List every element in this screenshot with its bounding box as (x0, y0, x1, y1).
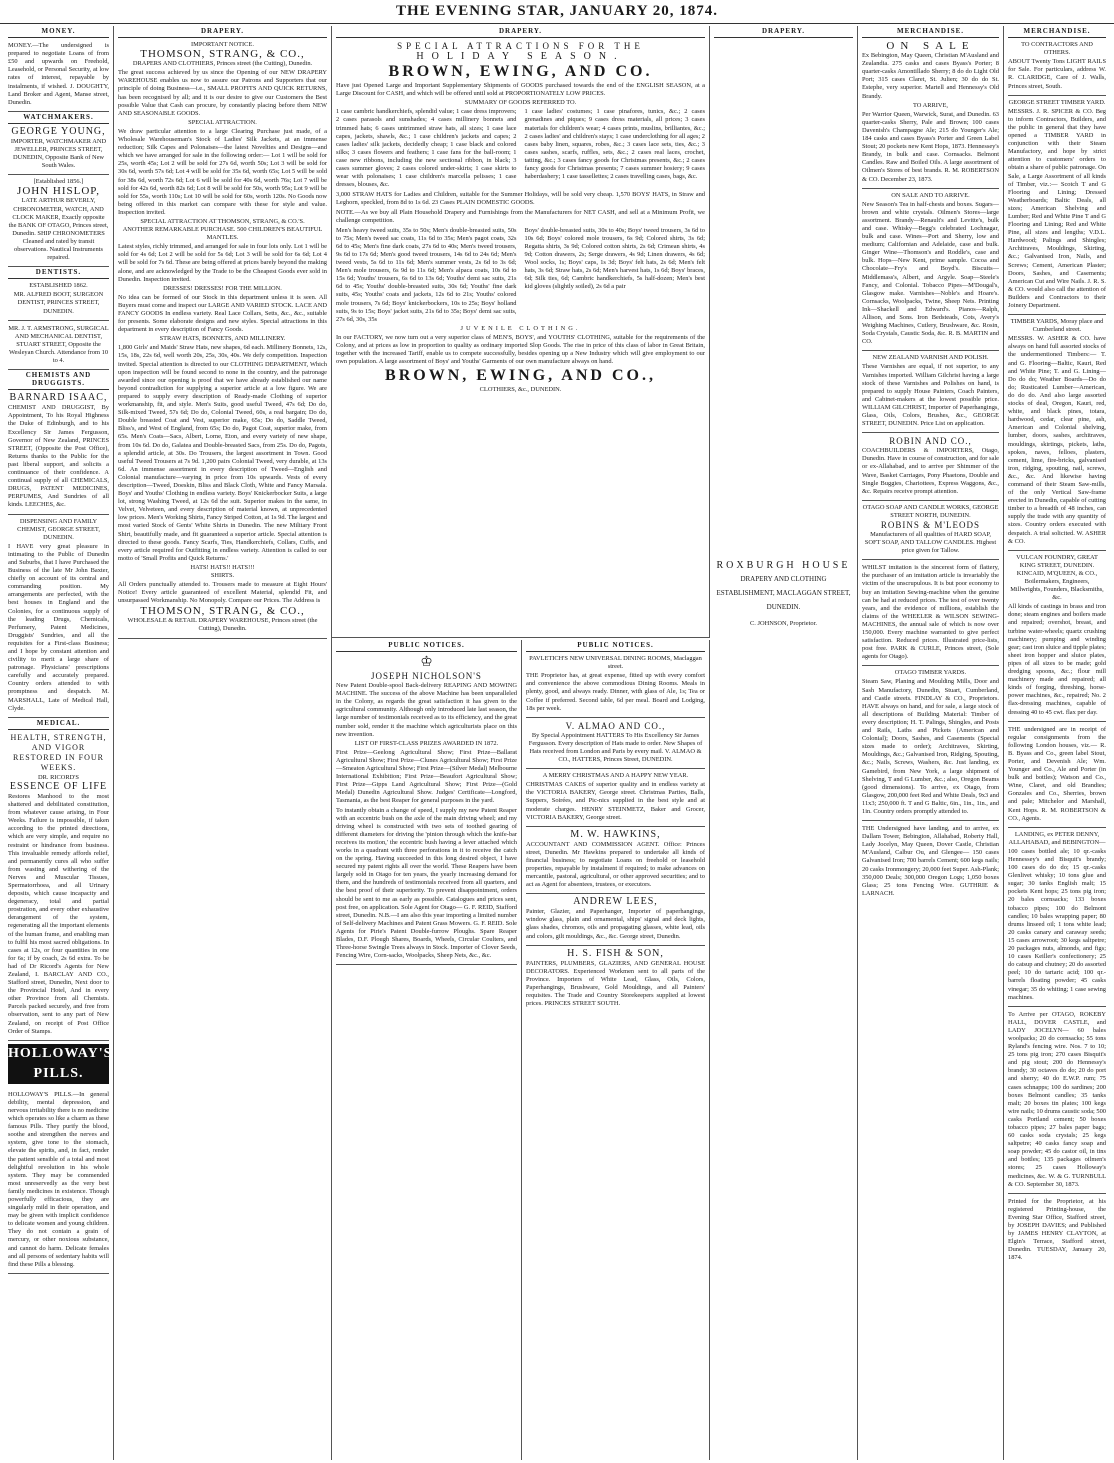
advert-timber-yards (862, 666, 999, 821)
advert-note: ESTABLISHED 1862. (29, 282, 88, 290)
clothing-list-left: Men's heavy tweed suits, 35s to 50s; Men's double-breasted suits, 50s to 75s; Men's tweed sac coats, 11s 6d to 35s; Men's pagot coats, 32s 6d to 45s; Men's fine dark coats, 27s 6d to 40s; Men's tweed trousers, 9s 6d to 17s 6d; Men's good tweed trousers, 14s 6d to 24s 6d; Men's tweed vests, 5s 6d to 11s 6d; Men's summer vests, 2s 6d to 3s 6d; Men's mole trousers, 6s 9d to 11s 6d; Men's alpaca coats, 10s 6d to 15s 6d; Youths' trousers, 6s 6d to 13s 6d; Youths' demi sac suits, 21s 6d to 45s; Youths' double-breasted suits, 30s 6d; Youths' fine dark suits, 45s; Youths' coats and jackets, 12s 6d to 21s; Youths' colored mole trousers, 7s 6d; Boys' knickerbockers, 10s to 25s; Boys' holland suits, 9s to 15s; Boys' jacket suits, 21s 6d to 35s; Boys' demi sac suits, 27s 6d, 30s, 35s (336, 226, 517, 323)
advert-text: The great success achieved by us since the Opening of our NEW DRAPERY WAREHOUSE enables us now to assure our Patrons and Supporters that our principle of doing Business—i.e., SMALL PROFITS AND QUICK RETURNS, has been recognised by all; and it is our desire to give our Customers the Best possible Value that Cash can procure, by constantly placing before them NEW AND SEASONABLE GOODS. (118, 69, 327, 117)
advert-heading: JUVENILE CLOTHING. (460, 324, 581, 332)
advert-heading: OTAGO SOAP AND CANDLE WORKS, GEORGE STREET NORTH, DUNEDIN. (862, 503, 999, 519)
advert-text: MONEY.—The undersigned is prepared to negotiate Loans of from £50 and upwards on Freehold, Leasehold, or Personal Security, at low rates of interest, repayable by instalments, if wished. J. DOUGHTY, Land Broker and Agent, Manse street, Dunedin. (8, 42, 109, 106)
advert-soap-works (862, 501, 999, 560)
advert-asher (1008, 315, 1106, 551)
advert-title: ANDREW LEES, (573, 896, 658, 908)
advert-subtitle: CLOTHIERS, &c., DUNEDIN. (479, 386, 562, 394)
advert-text: New Patent Double-spool Back-delivery REAPING AND MOWING MACHINE. The success of the above Machine has been unparalleled in the Colony, as regards the great satisfaction it has given to the agricultural community. Although only introduced late last season, the large number of testimonials received as to its efficiency, and the great number sold, render it the machine which agriculturists place on this new invention. (336, 682, 517, 738)
advert-title: THOMSON, STRANG, & CO., (140, 605, 305, 618)
advert-heading: SHIRTS. (210, 572, 235, 579)
advert-heading: SUMMARY OF GOODS REFERRED TO. (464, 99, 577, 107)
advert-heading: NEW ZEALAND VARNISH AND POLISH. (872, 354, 989, 362)
advert-turnbull (1008, 1007, 1106, 1194)
advert-roxburgh (714, 558, 853, 632)
section-heading: WATCHMAKERS. (8, 112, 109, 124)
advert-martin (862, 189, 999, 352)
advert-text: All kinds of castings in brass and iron done; steam engines and boilers made and repaired; overshot, breast, and turbine water-wheels; quartz crushing machinery; pumping and winding gear; cast iron sluice and tipple plates; sheet iron hopper and sluice plates, pipes of all sizes to be made; gold dredging spoons, &c.; flour mill machinery made and repaired; all kinds of forging, threshing, horse-power machines, &c., repaired; No. 2 flax-dressing machines, capable of dressing 40 to 45 cwt. flax per day. (1008, 603, 1106, 716)
advert-title: ON SALE (886, 40, 975, 53)
advert-thomson-strang (118, 38, 327, 638)
advert-title: HEALTH, STRENGTH, AND VIGOR RESTORED IN FOUR WEEKS. (10, 732, 107, 772)
advert-title: BROWN, EWING, AND CO., (385, 367, 656, 385)
section-heading: CHEMISTS AND DRUGGISTS. (8, 370, 109, 390)
advert-heading: VULCAN FOUNDRY, GREAT KING STREET, DUNEDIN. (1016, 553, 1098, 569)
section-heading: MERCHANDISE. (1008, 26, 1106, 38)
advert-text: THE Proprietor has, at great expense, fitted up with every comfort and convenience the above commodious Dining Rooms. Meals in plenty, good, and always ready. Dinner, with glass of Ale, 1s; Tea or Coffee if preferred. Second table, 6d per meal. Board and Lodging, 18s per week. (526, 672, 705, 712)
imprint-text: Printed for the Proprietor, at his registered Printing-house, the Evening Star Office, Stafford street, by JOSEPH DAVIES; and Published by JAMES HENRY CLAYTON, at Elgin's Terrace, Stafford street, Dunedin. TUESDAY, January 20, 1874. (1008, 1197, 1106, 1262)
advert-text: MESSRS. W. ASHER & CO. have always on hand full assorted stocks of the undermentioned Timbers:— T. and G. Flooring—Baltic, Kauri, Red and White Pine; T. and G. Lining—Do do do; Weather Boards—Do do do; Rusticated Lumber—American, do do do. And also large assorted stocks of deal, Oregon, Kauri, red, white, and black pines, totara, hardwood, cedar, clear pine, ash, American and Colonial shelving, lumber, doors, sashes, architraves, mouldings, skirtings, pickets, laths, spokes, naves, felloes, plasters, cement, lime, fire-bricks, galvanised iron, ridging, spouting, nail, screws, &c., &c. And likewise having command of their Steam Saw-mills, of the only Vertical Saw-frame erected in Dunedin, capable of cutting timber to a breadth of 48 inches, can supply the trade with any quantity of sizes. Country orders executed with despatch. A trial solicited. W. ASHER & CO. (1008, 335, 1106, 545)
advert-victoria-bakery (526, 769, 705, 827)
advert-text: We draw particular attention to a large Clearing Purchase just made, of a Wholesale Warehouseman's Stock of Ladies' Silk Jackets, at an immense reduction; Silk Capes and Polonaises—the latest Novelties and Designs—and which we have arranged for sale in the following order:— Lot 1 will be sold for 25s, worth 45s; Lot 2 will be sold for 27s 6d, worth 50s; Lot 3 will be sold for 30s 6d, worth 57s 6d; Lot 4 will be sold for 35s 6d, worth 65s; Lot 5 will be sold for 38s 6d, worth 72s 6d; Lot 6 will be sold for 40s 6d, worth 76s; Lot 7 will be sold for 42s 6d, worth 82s 6d; Lot 8 will be sold for 50s, worth 95s; Lot 9 will be sold for 55s, worth 110s; Lot 10 will be sold for 60s, worth 120s. No Goods now being offered in this market can compare with these for style and value. Inspection invited. (118, 127, 327, 216)
advert-john-hislop (8, 175, 109, 267)
section-heading: PUBLIC NOTICES. (526, 640, 705, 652)
advert-heading: DRESSES! DRESSES! FOR THE MILLION. (163, 284, 282, 292)
advert-heading: TIMBER YARDS, Moray place and Cumberland street. (1010, 318, 1104, 334)
advert-text: Manufacturers of all qualities of HARD SOAP, SOFT SOAP, AND TALLOW CANDLES. Highest price given for Tallow. (864, 530, 997, 555)
column-spacer (714, 38, 853, 558)
advert-text: First Prize—Geelong Agricultural Show; First Prize—Ballarat Agricultural Show; First Prize—Clunes Agricultural Show; First Prize—Smeaton Agricultural Show; First Prize—(Silver Medal) Melbourne International Exhibition; First Prize—Beaufort Agricultural Show; First Prize—Gipps Land Agricultural Show; First Prize—(Gold Medal) Dunedin Agricultural Show. Judges' Certificate—Longford, Tasmania, as the best Reaper for general purposes in the yard. (336, 748, 517, 805)
advert-text: WHILST imitation is the sincerest form of flattery, the purchaser of an imitation article is invariably the victim of the unscrupulous. It is but poor economy to buy an imitation Sewing-machine when the genuine can be had at reduced prices. The test of over twenty years, and the evidence of millions, establish the claims of the WHEELER & WILSON SEWING-MACHINES, the annual sale of which is now over 150,000. Every machine warranted to give perfect satisfaction. Reduced prices. Illustrated price-lists, post free. PARK & CURLE, Princes street, (Sole agents for Otago). (862, 564, 999, 661)
advert-text: NOTE.—As we buy all Plain Household Drapery and Furnishings from the Manufacturers for NET CASH, and sell at a Minimum Profit, we challenge competition. (336, 208, 705, 224)
advert-text: THE Undersigned have landing, and to arrive, ex Dallam Tower, Bebington, Allahabad, Roberty Hall, Lady Jocelyn, May Queen, Dover Castle, Christian M'Ausland, Calbur Ou, and Glengee— 150 cases Galvanised Iron; 700 barrels Cement; 600 kegs nails; 20 casks Ironmongery; 20,000 feet Super. Ash-Plank; 350,000 Deals; 300,000 Oregon Logs; 1,050 boxes Glass; 25 tons Fencing Wire. GUTHRIE & LARNACH. (862, 825, 999, 897)
advert-title: H. S. FISH & SON, (567, 947, 664, 959)
advert-heading: HOLIDAY SEASON. (416, 51, 625, 63)
advert-heading: SPECIAL ATTRACTION. (188, 118, 257, 126)
advert-guthrie (862, 821, 999, 902)
advert-brown-ewing (336, 38, 705, 398)
advert-text: DRAPERY AND CLOTHING ESTABLISHMENT, MACLAGGAN STREET, DUNEDIN. (716, 575, 851, 612)
goods-lists (336, 107, 705, 190)
advert-heading: LANDING, ex PETER DENNY, ALLAHABAD, and BEBINGTON— (1008, 830, 1106, 846)
advert-vulcan (1008, 551, 1106, 722)
section-heading: DENTISTS. (8, 267, 109, 279)
advert-title: BROWN, EWING, AND CO. (388, 63, 653, 81)
advert-heading: ON SALE AND TO ARRIVE. (891, 191, 970, 199)
advert-text: Restores Manhood to the most shattered and debilitated constitution, from whatever cause arising, in Four Weeks. Failure is impossible, if taken according to the printed directions, which are very simple, and require no restraint or hindrance from business. This invaluable remedy affords relief, and permanently cures all who suffer from wasting and withering of the Nerves and Muscular Tissues, Spermatorrhoea, and all Urinary deposits, which cause incapacity and degeneracy, total and partial prostration, and every other exhaustive derangement of the system, regenerating all the important elements of the human frame, and enabling man to fulfil his most sacred obligations. In cases at 12s, or four quantities in one for 6s; if by coach, 2s 6d extra. To be had of Dr Ricord's Agents for New Zealand, I. BARCLAY AND CO., Stafford street, Dunedin, Next door to the Provincial Hotel, And in every other Province from all Chemists. Parcels packed securely, and free from observation, sent to any part of New Zealand, on receipt of Post Office Order of Stamps. (8, 792, 109, 1035)
clothing-list-right: Boys' double-breasted suits, 30s to 40s; Boys' tweed trousers, 3s 6d to 10s 6d; Boys' colored mole trousers, 6s 9d; Colored shirts, 3s 6d; Regatta shirts, 3s 9d; Colored cotton shirts, 2s 6d; Crimean shirts, 4s 9d; Cotton drawers, 2s; Serge drawers, 4s 9d; Linen drawers, 4s 6d; Wool socks, 1s; Boys' caps, 1s 3d; Boys' felt hats, 2s 6d; Men's felt hats, 3s 6d; Straw hats, 2s 6d; Men's harvest hats, 1s 6d; Boys' braces, 6d; Silk ties, 6d; Cambric handkerchiefs, 5s half-dozen; Men's best kid gloves (slightly soiled), 2s 6d a pair (524, 226, 705, 291)
advert-title: BARNARD ISAAC, (9, 392, 108, 404)
holloway-banner: HOLLOWAY'S PILLS. (8, 1044, 109, 1084)
royal-crest-icon: ♔ (420, 655, 433, 671)
advert-text: To instantly obtain a change of speed, I supply my new Patent Reaper with an eccentric bush on the axle of the main driving wheel; and my driving wheel is constructed with two sets of toothed gearing of different diameters for driving the 'pinion through which the knife-bar receives its motion,' the eccentric bush having a lever attached which works in a quadrant with three perforations in it to receive the catch on the spring. Having succeeded in this long desired object, I have secured my patent rights all over the world. These Reapers have been largely sold in Otago for ten years, the yearly increasing demand for them, and the hundreds of testimonials received from all quarters, and the best proof of their superiority. To prevent disappointment, orders should be sent to me as early as possible. Catalogues and prices sent, post free, on application. Sole Agent for Otago— G. F. REID, Stafford street, Dunedin. N.B.—I am also this year importing a limited number of Self-delivery Machines and Patent Grass Mowers. G. F. REID. Sole Agents for Pirie's Patent Double-furrow Ploughs. Spare Reaper Blades, D.F. Plough Shares, Boards, Wheels, Circular Coulters, and Three-horse Swingle Trees always in Stock. Importer of Clover Seeds, Fencing Wire, Corn-sacks, Woolpacks, Sheep Nets, &c., &c. (336, 806, 517, 960)
goods-list-right: 1 case ladies' costumes; 1 case pinafores, tunics, &c.; 2 cases grenadines and piques; 9 cases dress materials, all prices; 3 cases materials for children's wear; 4 cases prints, muslins, brilliantes, &c.; 2 cases ladies' and children's stays; 1 case underclothing for all ages; 2 cases baby linen, squares, robes, &c.; 3 cases lace sets, ties, &c.; 3 cases sashes, scarfs, ruffles, sets, &c.; 2 cases real laces, crochet, tatting, &c.; 3 cases fancy goods for Christmas presents, &c.; 2 cases fancy goods for Christmas presents; 7 cases summer hosiery; 9 cases haberdashery; 1 case tassellettes; 2 cases travelling cases, bags, &c. (524, 108, 705, 181)
advert-heading: SPECIAL ATTRACTIONS FOR THE (397, 41, 644, 52)
advert-text: Ex Bebington, May Queen, Christian M'Ausland and Zealandia. 275 casks and cases Byass's Porter; 8 quarter-casks Amontillado Sherry; 8 do do Light Old Port; 315 cases Claret, St. Julien; 30 do do St. Estephe, very superior. Martell and Hennessy's Old Brandy. (862, 52, 999, 100)
advert-boot (8, 279, 109, 320)
advert-text: COACHBUILDERS & IMPORTERS, Otago, Dunedin. Have in course of construction, and for sale or ex-Allahabad, and to arrive per Shimmer of the Wave, Basket Carriages, Pony Phaetons, Double and Single Buggies, Chariottees, Express Waggons, &c., &c. Repairs receive prompt attention. (862, 447, 999, 495)
advert-title: V. ALMAO AND CO., (565, 720, 666, 731)
advert-text: I HAVE very great pleasure in intimating to the Public of Dunedin and Suburbs, that I have Purchased the Business of the late Mr John Baxter, chiefly on account of its central and commanding position. My arrangements are perfected, with the best houses in England and the Colonies, for a continuous supply of the leading Drugs, Chemicals, Perfumery, Patent Medicines, Druggists' Sundries, and all the requisites for a First-class Business; and I hope by constant attention and civility to merit a large share of patronage. Physicians' prescriptions carefully and accurately prepared. Country orders attended to with promptness and despatch. M. MARSHALL, Late of Medical Hall, Clyde. (8, 542, 109, 712)
advert-heading: OTAGO TIMBER YARDS. (894, 669, 967, 677)
advert-nicholson (336, 652, 517, 965)
advert-hawkins (526, 827, 705, 895)
advert-text: 100 cases bottled ale; 10 qr.-casks Hennessey's and Bisquit's brandy; 100 cases do do do; 15 qr.-casks Glenlivet whisky; 10 tons glue and sugar; 30 tanks English malt; 15 pockets Kent hops; 25 tons pig iron; 20 bales cornsacks; 133 boxes tobacco pipes; 100 do Belmont candles; 10 bales wrapping paper; 80 drums linseed oil; 1 tons white lead; 20 casks canary and caraway seeds; 15 cases arrowroot; 30 kegs saltpetre; 20 packages nuts, almonds, and figs; 10 cases Keiller's confectionery; 25 do catsup and chutney; 20 do assorted peel; 10 do tartaric acid; 100 qr.-barrels floating powder; 45 casks vinegar; 35 do whiting; 1 case sewing machines. (1008, 847, 1106, 1001)
advert-text: 3,000 STRAW HATS for Ladies and Children, suitable for the Summer Holidays, will be sold very cheap. 1,570 BOYS' HATS, in Straw and Leghorn, speckled, from 8d to 1s 6d. 23 Cases PLAIN DOMESTIC GOODS. (336, 191, 705, 207)
advert-text: ACCOUNTANT AND COMMISSION AGENT. Office: Princes street, Dunedin. Mr Hawkins prepared to undertake all kinds of financial business; to negotiate Loans on freehold or leasehold properties, repayable by instalment if required; to make advances on mercantile, pastoral, agricultural, or other approved securities; and to act as Agent for absentees, trustees, or executors. (526, 840, 705, 889)
advert-spicer (1008, 96, 1106, 315)
masthead-bar (0, 0, 1114, 24)
column-5 (858, 26, 1004, 1460)
masthead-title: THE EVENING STAR, JANUARY 20, 1874. (396, 3, 718, 19)
advert-heading: TO CONTRACTORS AND OTHERS. (1021, 41, 1093, 57)
advert-subtitle: DR. RICORD'S (38, 773, 79, 781)
advert-text: Per Warrior Queen, Warwick, Surat, and Dunedin. 63 quarter-casks Sherry, Pale and Brown; 100 cases Davenish's Champagne Ale; 215 do Younger's Ale; 184 casks and cases Byass's Porter and Green Label Stout; 20 pockets new Kent Hops, 1873. Hennessey's Brandy, in bulk and case. Cornsacks. Belmont Candles. Raw and Boiled Oils. A large assortment of Oilmen's Stores of best brands. R. M. ROBERTSON & CO. December 23, 1873. (862, 110, 999, 183)
advert-note: [Established 1856.] (33, 178, 84, 186)
brown-ewing-block (332, 26, 710, 638)
column-1 (4, 26, 114, 1460)
advert-text: CHEMIST AND DRUGGIST, By Appointment, To his Royal Highness the Duke of Edinburgh, and to his Excellency Sir James Fergusson, Governor of New Zealand, PRINCES STREET, (Opposite the Post Office), Returns thanks to the Public for the past liberal support, and solicits a continuance of their confidence. A continual supply of all CHEMICALS, DRUGS, PATENT MEDICINES, PERFUMES, And Sundries of all kinds. LEECHES, &c. (8, 404, 109, 509)
advert-text: In our FACTORY, we now turn out a very superior class of MEN'S, BOYS', and YOUTHS' CLOTHING, suitable for the requirements of the Colony, and at prices as low in proportion to quality as ordinary imported Slop Goods. The rise in price of this class of labor in Great Britain, together with the increased Tariff, enable us to compete successfully, besides opening up a New Industry which will give employment to our own population. A large assortment of Boys' and Youths' Garments of our own manufacture always on hand. (336, 333, 705, 366)
advert-note: IMPORTANT NOTICE. (191, 41, 254, 49)
advert-heading: GEORGE STREET TIMBER YARD. (1008, 98, 1106, 106)
advert-text: All Orders punctually attended to. Trousers made to measure at Eight Hours' Notice! Every article guaranteed of excellent Material, splendid Fit, and unsurpassed Workmanship. No Monopoly. Compare our Prices. The Address is (118, 581, 327, 605)
goods-list-left: 1 case cambric handkerchiefs, splendid value; 1 case dress improvers; 2 cases parasols and sunshades; 4 cases millinery bonnets and trimmed hats; 6 cases untrimmed straw hats, all sizes; 1 case lace capes, jackets, shawls, &c.; 1 case children's jackets and capes; 2 cases ladies' silk jackets, decidedly cheap; 1 case black and colored silks; 3 cases flowers and feathers; 1 case fans for the ball-room; 1 case new ribbons, including the new sectional ribbon, in black; 3 cases summer gloves; 2 cases colored under-skirts; 1 case skirts to wear with polonaises; 1 case children's marcella pelisses; 1 case dresses, blouses, &c. (336, 108, 517, 189)
advert-text: Have just Opened Large and Important Supplementary Shipments of GOODS purchased towards the end of the ENGLISH SEASON, at a Large Discount for CASH, and which will be offered until sold at PROPORTIONATELY LOW PRICES. (336, 82, 705, 98)
advert-almao (526, 718, 705, 769)
advert-text: ABOUT Twenty Tons LIGHT RAILS for Sale. For particulars, address W. R. CLARIDGE, Care of J. Walls, Princes street, South. (1008, 58, 1106, 90)
advert-title: DISPENSING AND FAMILY CHEMIST, GEORGE STREET, DUNEDIN. (17, 517, 100, 541)
advert-text: To Arrive per OTAGO, ROKEBY HALL, DOVER CASTLE, and LADY JOCELYN— 60 bales woolpacks; 20 do cornsacks; 55 tons Ryland's fencing wire. Nos. 7 to 10; 25 tons pig iron; 270 cases Bisquit's and pig stout; 200 do Hennessy's brandy; 30 octaves do do; 20 do port and sherry; 40 do E.W.P. rum; 75 cases schnapps; 100 do sardines; 200 boxes Belmont candles; 35 tanks malt; 20 boxes tin plates; 100 kegs wire nails; 10 drums caustic soda; 500 casks Portland cement; 50 boxes tobacco pipes; 27 bales paper bags; 60 casks soda crystals; 25 kegs saltpetre; 40 casks fancy soap and soap powder; 45 do castor oil, in tins and bottles; 135 packages oilmen's stores; 25 cases Holloway's medicines, &c. W. & G. TURNBULL & CO. September 30, 1873. (1008, 1010, 1106, 1188)
advert-title: PAVLETICH'S NEW UNIVERSAL DINING ROOMS, Maclaggan street. (529, 655, 702, 671)
section-heading: DRAPERY. (336, 26, 705, 38)
section-heading: MERCHANDISE. (862, 26, 999, 38)
advert-heading: STRAW HATS, BONNETS, AND MILLINERY. (159, 335, 286, 343)
advert-fish (526, 946, 705, 1013)
advert-text: C. JOHNSON, Proprietor. (750, 620, 817, 628)
advert-text: PAINTERS, PLUMBERS, GLAZIERS, AND GENERAL HOUSE DECORATORS. Experienced Workmen sent to all parts of the Province. Importers of White Lead, Glass, Oils, Colors, Paperhangings, Brushware, Gold Mouldings, and all Painters' requisites. The Trade and Country Storekeepers supplied at lowest prices. PRINCES STREET SOUTH. (526, 959, 705, 1008)
advert-marshall (8, 515, 109, 718)
section-heading: MEDICAL. (8, 718, 109, 730)
printer-imprint (1008, 1194, 1106, 1267)
page-columns (4, 26, 1110, 1460)
advert-on-sale (862, 38, 999, 189)
advert-holloway (8, 1087, 109, 1274)
advert-text: No idea can be formed of our Stock in this department unless it is seen. All Buyers must come and inspect our LARGE AND VARIED STOCK. LACE AND FANCY GOODS In endless variety. Real Lace Collars, Setts, &c., &c., suitable for presents. Some elaborate designs and new styles. Special attractions in this department in every description of Fancy Goods. (118, 293, 327, 334)
advert-text: MR. J. T. ARMSTRONG, SURGICAL AND MECHANICAL DENTIST, STUART STREET, Opposite the Wesleyan Church. Attendance from 10 to 4. (8, 324, 109, 364)
advert-title: JOSEPH NICHOLSON'S (371, 671, 482, 682)
advert-text: By Special Appointment HATTERS To His Excellency Sir James Fergusson. Every description of Hats made to order. New Shapes of Hats received from London and Paris by every mail. V. ALMAO & CO., HATTERS, Princes Street, DUNEDIN. (528, 731, 703, 764)
advert-text: THE undersigned are in receipt of regular consignments from the following London houses, viz.— R. B. Byass and Co., green label Stout, Porter, and Devenish Ale; Wm. Younger and Co., Ale and Porter (in bulk and bottles); Watson and Co., Wine, Claret, and old Brandies; Gonzales and Co., Sherries, brown and pale; Mitchelor and Marshall, Kent Hops. R. M. ROBERTSON & CO., Agents. (1008, 725, 1106, 822)
section-heading: PUBLIC NOTICES. (336, 640, 517, 652)
clothing-lists (336, 226, 705, 325)
advert-gilchrist (862, 351, 999, 433)
advert-pavletich (526, 652, 705, 718)
section-heading: MONEY. (8, 26, 109, 38)
advert-text: CHRISTMAS CAKES of superior quality and in endless variety at the VICTORIA BAKERY, George street. Christmas Parties, Balls, Suppers, Soirées, and Pic-nics supplied in the best style and at moderate charges. HENRY STEINMETZ, Baker and Grocer, VICTORIA BAKERY, George street. (526, 781, 705, 821)
advert-heading: ANOTHER REMARKABLE PURCHASE. 500 CHILDREN'S BEAUTIFUL MANTLES. (122, 226, 323, 242)
section-heading: DRAPERY. (714, 26, 853, 38)
advert-robin (862, 433, 999, 501)
advert-text: LATE ARTHUR BEVERLY, CHRONOMETER, WATCH, AND CLOCK MAKER, Exactly opposite the BANK OF OTAGO, Princes street, Dunedin. SHIP CHRONOMETERS Cleaned and rated by transit observations. Nautical Instruments repaired. (8, 197, 109, 262)
advert-george-young (8, 124, 109, 175)
advert-armstrong (8, 321, 109, 370)
advert-text: New Season's Tea in half-chests and boxes. Sugars—brown and white crystals. Oilmen's Stores—large assortment. Brandy—Renault's and Levitte's, bulk and case. Whisky—Begg's celebrated Lochnagar, bulk and case. Wines—Port and Sherry, low and medium; Californian and Adelaide, case and bulk. Ginger Wine—Thomson's and Roddle's, case and bulk. Hops—New Kent, prime sample. Cocoa and Chocolate—Fry's and Boyd's. Biscuits—Middlemass's, Albert, and Argyle. Soap—Steele's Fancy, and Colonial. Tobacco Pipes—M'Dougal's, Glasgow make. Varnishes—Noble's and Hoare's. Cornsacks, Woolpacks, Twine, Sheep Nets. Printing Ink—Shackell and Edward's. Pianos—Ralph, Allison, and Sons. Iron Bedsteads, Cots, Avery's Weighing Machines, Cutlery, Brushware, &c. Rosin, Soda Crystals, Caustic Soda, &c. R. B. MARTIN and CO. (862, 200, 999, 346)
column-4 (710, 26, 858, 1460)
advert-lees (526, 894, 705, 945)
advert-text: WHOLESALE & RETAIL DRAPERY WAREHOUSE, Princes street (the Cutting), Dunedin. (127, 617, 318, 633)
advert-text: MESSRS. J. R. SPICER & CO. Beg to inform Contractors, Builders, and the public in general that they have opened a TIMBER YARD in conjunction with their Steam Manufactory, and hope by strict attention to customers' orders to obtain a share of public patronage. On Sale, a Large Assortment of all kinds of Timber, viz.:— Scotch T and G Flooring and Lining; Dressed Weatherboards; Baltic Deals, all sizes; American Shelving and Lumber; Red and White Pine T and G Flooring and Lining; Red and White Pine, all sizes and lengths; V.D.L. Hardwood; Palings and Shingles; Architraves, Mouldings, Skirting, &c.; Galvanised Iron, Nails, and Screws; Cement, American Plaster; Doors, Sashes, and Casements; American Cut and Wire Nails. J. R. S. & CO. would also call the attention of Builders and Contractors to their Joinery Department. (1008, 107, 1106, 309)
advert-wheeler-wilson (862, 560, 999, 666)
advert-title: ESSENCE OF LIFE (9, 780, 108, 792)
advert-title: GEORGE YOUNG, (11, 125, 106, 137)
advert-text: Painter, Glazier, and Paperhanger, Importer of paperhangings, window glass, plain and ornamental, ships' signal and deck lights, glass shades, chromos, oils and propagating glasses, white lead, oils and colors, gilt mouldings, &c., &c. George street, Dunedin. (526, 908, 705, 940)
advert-title: JOHN HISLOP, (17, 185, 100, 198)
advert-ricord (8, 730, 109, 1041)
advert-heading: TO ARRIVE, (912, 101, 949, 109)
advert-heading: LIST OF FIRST-CLASS PRIZES AWARDED IN 1872. (354, 739, 499, 747)
advert-title: M. W. HAWKINS, (570, 828, 661, 840)
advert-text: Latest styles, richly trimmed, and arranged for sale in four lots only. Lot 1 will be sold for 4s 6d; Lot 2 will be sold for 5s 6d; Lot 3 will be sold for 6s 6d; Lot 4 will be sold for 7s 6d. These are being offered at prices barely beyond the making alone, and are acknowledged by the Trade to be the Cheapest Goods ever sold in Dunedin. Inspection invited. (118, 243, 327, 283)
advert-title: ROBINS & M'LEODS (880, 519, 981, 530)
advert-heading: HATS! HATS!! HATS!!! (190, 563, 255, 571)
column-4-lower (522, 640, 710, 1460)
column-3-lower (332, 640, 522, 1460)
advert-heading: A MERRY CHRISTMAS AND A HAPPY NEW YEAR. (542, 772, 689, 780)
section-heading: DRAPERY. (118, 26, 327, 38)
advert-title: ROXBURGH HOUSE (716, 560, 851, 572)
advert-robertson (1008, 722, 1106, 828)
advert-text: 1,800 Girls' and Maids' Straw Hats, new shapes, 6d each. Millinery Bonnets, 12s, 15s, 18s, 22s 6d, well worth 20s, 25s, 30s, 40s. We defy competition. Inspection invited. Special attention is directed to our CLOTHING DEPARTMENT, Which upon inspection will be found second to none in the country, and the patronage awarded since our opening is proof that we have already established our name beyond contradiction for supplying a superior article at a low figure. We are prepared to supply every description of Ready-made Clothing of superior workmanship, fit, and style. Men's Suits, good useful Tweed, 47s 6d; Do do, Silk-mixed Tweed, 57s 6d; Do do, Colonial Tweed, 60s, a real bargain; Do do, Double breasted Coat and Vest, superior make, 65s; Do do, Saddle Tweed, Bliss's, and West of England, from 65s; Do do, Pagot Coat, superior make, from 65s. Men's Coats—Sacs, Albert, Lorne, Eton, and every variety of new shape, from 10s 6d. Do do, Galatea and Double-breasted Sacs, from 25s. Do do, Pagots, a splendid article, at 30s. Do Trousers, the largest assortment in Town. Good useful Tweed Trousers at 7s 9d. 1,200 pairs Colonial Tweed, very durable, at 13s 6d. An immense assortment in every description of Tweed—English and Colonial manufacture—varying in price from 10s upwards. Vests of every description—Tweed, Doeskin, Bliss and Black Cloth, White and Fancy Marsala. Boys' and Youths' Clothing in endless variety. Boys' Knickerbocker Suits, a large lot, strong Washing Tweed, at 12s 6d the suit. Superior makes in the same, in Velvet, Velveteen, and every description of material known, at unprecedented low prices. Men's Working Shirts, Fancy Striped Cotton, at 1s 9d. The largest and most varied Stock of Gents' White Shirts in Dunedin. The new Military Front Shirt, beautifully made, and fit guaranteed a superior article. Special attention is directed to these goods. Fancy Scarfs, Ties, Handkerchiefs, Collars, Cuffs, and every article required for Outfitting in endless variety. Attention is called to our motto of 'Small Profits and Quick Returns.' (118, 344, 327, 562)
advert-claridge (1008, 38, 1106, 96)
advert-title: KINCAID, M'QUEEN, & CO., Boilermakers, Engineers, Millwrights, Founders, Blacksmiths, &c. (1010, 569, 1104, 602)
advert-text: MR. ALFRED BOOT, SURGEON DENTIST, PRINCES STREET, DUNEDIN. (13, 291, 104, 315)
advert-text: These Varnishes are equal, if not superior, to any Varnishes imported. William Gilchrist having a large stock of these Varnishes and Polishes on hand, is prepared to supply House Painters, Coach Painters, and Cabinet-makers at the lowest possible price. WILLIAM GILCHRIST, Importer of Paperhangings, Glass, Oils, Colors, Brushes, &c., GEORGE STREET, DUNEDIN. Price List on application. (862, 363, 999, 428)
column-6 (1004, 26, 1110, 1460)
advert-subtitle: DRAPERS AND CLOTHIERS, Princes street (the Cutting), Dunedin. (132, 60, 313, 68)
column-2 (114, 26, 332, 1460)
advert-text: Steam Saw, Planing and Moulding Mills, Door and Sash Manufactory, Dunedin, Stuart, Cumberland, and Castle streets. FINDLAY & CO., Proprietors. HAVE always on hand, and for sale, a large stock of all descriptions of Building Material: Timber of every description; H. T. Palings, Shingles, and Posts and Rails, Laths and Pickets (American and Colonial); Doors, Sashes, and Casements (Special sizes made to order); Architraves, Skirting, Mouldings, &c.; Galvanised Iron, Ridging, Spouting, &c.; Nails, Screws, Washers, &c. Just landing, ex Gamebird, from New York, a large shipment of Shelving, T and G Lumber, &c.; also, Oregon Beams (good dimensions). To arrive, ex Otago, from Glasgow, 200,000 feet Red and White Deals, 9x3 and 11x3; 250,000 ft. T and G Baltic, 6in., 1in., 1in., and 1in. Country orders promptly attended to. (862, 678, 999, 815)
advert-isaac (8, 390, 109, 514)
advert-landing (1008, 828, 1106, 1007)
advert-money (8, 38, 109, 112)
advert-text: HOLLOWAY'S PILLS.—In general debility, mental depression, and nervous irritability there is no medicine which operates so like a charm as these famous Pills. They purify the blood, soothe and strengthen the nerves and system, give tone to the stomach, elevate the spirits, and, in fact, render the patient sensible of a total and most delightful revolution in his whole system. They may be commended most unreservedly as the very best family medicines in existence. Though powerfully efficacious, they are singularly mild in their operation, and may be given with implicit confidence to delicate women and young children. They do not contain a grain of mercury, or other noxious substance, and cannot do harm. Delicate females and all persons of sedentary habits will find these Pills a blessing. (8, 1090, 109, 1268)
advert-text: IMPORTER, WATCHMAKER AND JEWELLER, PRINCES STREET, DUNEDIN, Opposite Bank of New South Wales. (10, 137, 107, 170)
advert-title: THOMSON, STRANG, & CO., (140, 48, 305, 61)
advert-title: ROBIN AND CO., (889, 436, 972, 447)
advert-heading: SPECIAL ATTRACTION AT THOMSON, STRANG, & CO.'S. (140, 217, 305, 225)
